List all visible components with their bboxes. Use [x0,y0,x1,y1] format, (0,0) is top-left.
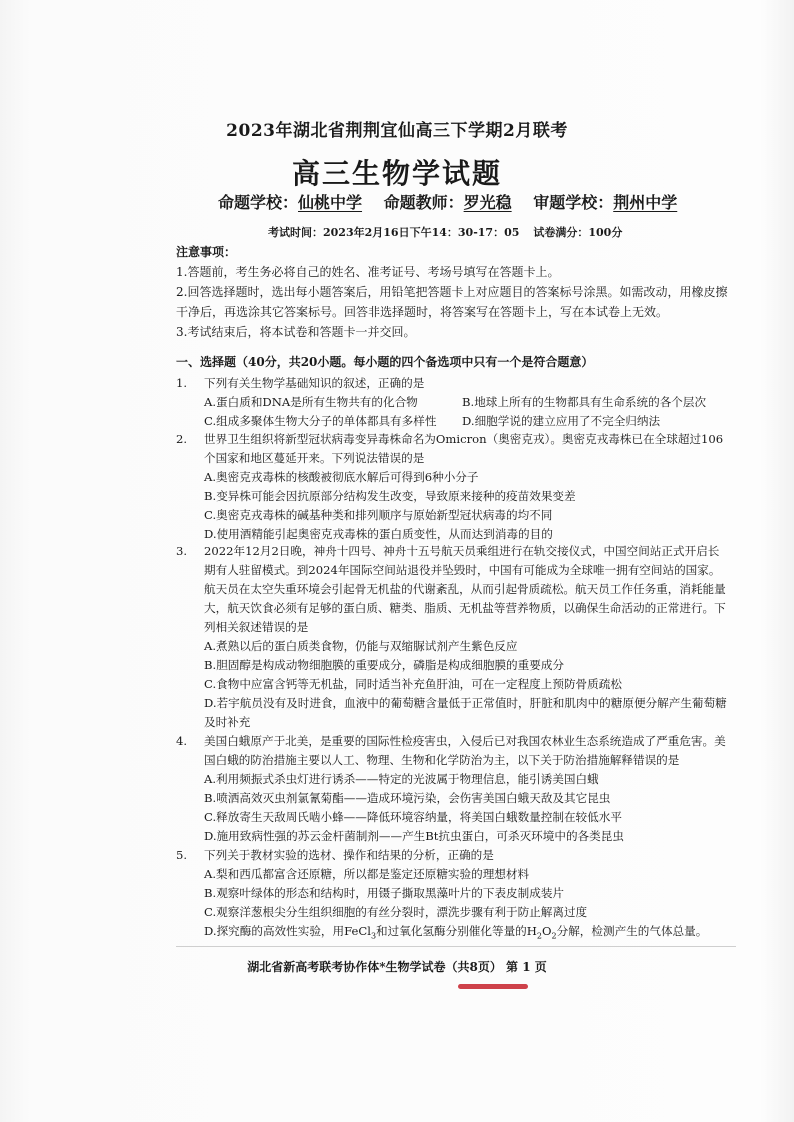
option-d [204,922,728,945]
page-footer: 湖北省新高考联考协作体*生物学试卷（共8页） 第 1 页 [247,960,547,974]
note-item: 2.回答选择题时，选出每小题答案后，用铅笔把答题卡上对应题目的答案标号涂黑。如需改动，用橡皮擦干净后，再选涂其它答案标号。回答非选择题时，将答案写在答题卡上，写在本试卷上无效。 [176,285,728,319]
question-stem: 2022年12月2日晚，神舟十四号、神舟十五号航天员乘组进行在轨交接仪式，中国空间站正式开启长期有人驻留模式。到2024年国际空间站退役并坠毁时，中国有可能成为全球唯一拥有空间站的国家。航天员在太空失重环境会引起骨无机盐的代谢紊乱，从而引起骨质疏松。航天员工作任务重，消耗能量大，航天饮食必须有足够的蛋白质、糖类、脂质、无机盐等营养物质，以确保生命活动的正常进行。下列相关叙述错误的是 [204,544,726,634]
exam-title: 高三生物学试题 [291,157,502,190]
question-number: 5. [176,848,188,862]
note-item: 3.考试结束后，将本试卷和答题卡一并交回。 [176,325,416,339]
question-stem: 下列有关生物学基础知识的叙述，正确的是 [204,376,425,390]
option-d: D.使用酒精能引起奥密克戎毒株的蛋白质变性，从而达到消毒的目的 [204,527,553,541]
option-b: B.地球上所有的生物都具有生命系统的各个层次 [462,395,707,409]
question-number: 4. [176,734,188,748]
setting-teacher: 罗光稳 [463,193,512,212]
question-1 [176,374,728,431]
option-d: D.施用致病性强的苏云金杆菌制剂——产生Bt抗虫蛋白，可杀灭环境中的各类昆虫 [204,829,624,843]
option-c: C.观察洋葱根尖分生组织细胞的有丝分裂时，漂洗步骤有利于防止解离过度 [204,905,588,919]
question-number: 2. [176,432,188,446]
option-d-prefix: D.探究酶的高效性实验，用FeCl [204,924,371,938]
option-d: D.细胞学说的建立应用了不完全归纳法 [462,414,661,428]
option-b: B.胆固醇是构成动物细胞膜的重要成分，磷脂是构成细胞膜的重要成分 [204,658,565,672]
option-a: A.奥密克戎毒株的核酸被彻底水解后可得到6种小分子 [204,470,479,484]
option-c: C.组成多聚体生物大分子的单体都具有多样性 [204,414,437,428]
question-2 [176,430,728,544]
option-b: B.观察叶绿体的形态和结构时，用镊子撕取黑藻叶片的下表皮制成装片 [204,886,565,900]
option-a: A.梨和西瓜都富含还原糖，所以都是鉴定还原糖实验的理想材料 [204,867,530,881]
options-grid [204,393,728,431]
question-stem: 美国白蛾原产于北美，是重要的国际性检疫害虫，入侵后已对我国农林业生态系统造成了严重危害。美国白蛾的防治措施主要以人工、物理、生物和化学防治为主，以下关于防治措施解释错误的是 [204,734,726,767]
notes [176,242,736,342]
subscript: 2 [551,931,557,941]
setting-teacher-label: 命题教师： [383,193,464,212]
option-d-mid: 和过氧化氢酶分别催化等量的H [376,924,537,938]
option-c: C.奥密克戎毒株的碱基种类和排列顺序与原始新型冠状病毒的均不同 [204,508,553,522]
question-stem: 世界卫生组织将新型冠状病毒变异毒株命名为Omicron（奥密克戎）。奥密克戎毒株已在全球超过106个国家和地区蔓延开来。下列说法错误的是 [204,432,724,465]
setting-school-label: 命题学校： [218,193,299,212]
option-d-suffix: 分解，检测产生的气体总量。 [556,924,708,938]
review-school: 荆州中学 [613,193,678,212]
subscript: 3 [370,931,377,941]
question-5 [176,846,728,945]
option-a: A.利用频振式杀虫灯进行诱杀——特定的光波属于物理信息，能引诱美国白蛾 [204,772,599,786]
footer-divider [176,946,736,947]
option-d-oxygen: O [541,924,552,938]
question-4 [176,732,728,846]
question-3 [176,542,728,732]
setting-school: 仙桃中学 [298,193,363,212]
question-number: 3. [176,544,188,558]
exam-meta [218,190,718,213]
review-school-label: 审题学校： [533,193,614,212]
option-a: A.煮熟以后的蛋白质类食物，仍能与双缩脲试剂产生紫色反应 [204,639,518,653]
question-number: 1. [176,376,188,390]
exam-time: 考试时间：2023年2月16日下午14：30-17：05 [268,226,520,239]
option-d: D.若宇航员没有及时进食，血液中的葡萄糖含量低于正常值时，肝脏和肌肉中的糖原便分解产生葡萄糖及时补充 [204,696,727,729]
option-a: A.蛋白质和DNA是所有生物共有的化合物 [204,395,418,409]
option-c: C.食物中应富含钙等无机盐，同时适当补充鱼肝油，可在一定程度上预防骨质疏松 [204,677,622,691]
full-score: 试卷满分：100分 [533,226,623,239]
section-heading: 一、选择题（40分，共20小题。每小题的四个备选项中只有一个是符合题意） [176,355,594,369]
red-mark [458,984,528,989]
subscript: 2 [536,931,542,941]
note-item: 1.答题前，考生务必将自己的姓名、准考证号、考场号填写在答题卡上。 [176,265,560,279]
notes-heading: 注意事项： [176,245,237,259]
option-b: B.喷洒高效灭虫剂氯氰菊酯——造成环境污染，会伤害美国白蛾天敌及其它昆虫 [204,791,611,805]
exam-info [268,224,688,240]
option-b: B.变异株可能会因抗原部分结构发生改变，导致原来接种的疫苗效果变差 [204,489,576,503]
exam-super-title: 2023年湖北省荆荆宜仙高三下学期2月联考 [226,121,568,141]
question-stem: 下列关于教材实验的选材、操作和结果的分析，正确的是 [204,848,494,862]
option-c: C.释放寄生天敌周氏啮小蜂——降低环境容纳量，将美国白蛾数量控制在较低水平 [204,810,622,824]
